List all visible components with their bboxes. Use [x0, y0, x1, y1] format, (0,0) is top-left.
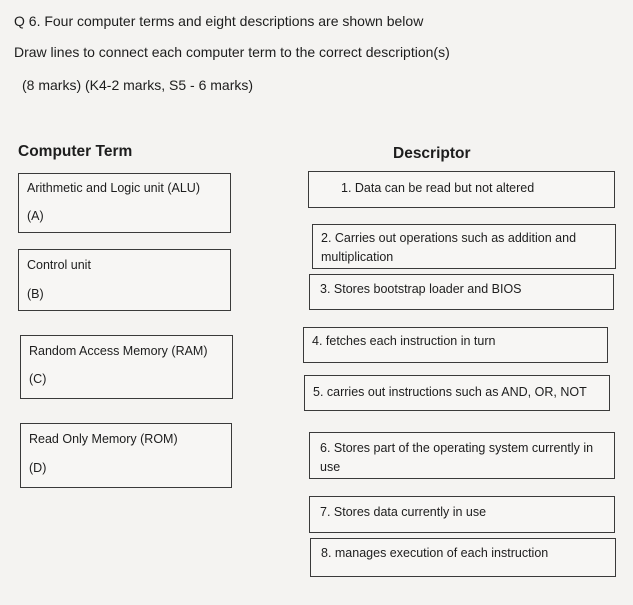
- term-name: Read Only Memory (ROM): [29, 432, 178, 446]
- term-code: (C): [29, 372, 47, 386]
- descriptor-box-8[interactable]: 8. manages execution of each instruction: [310, 538, 616, 577]
- descriptor-box-5[interactable]: 5. carries out instructions such as AND, OR, NOT: [304, 375, 610, 411]
- descriptor-box-3[interactable]: 3. Stores bootstrap loader and BIOS: [309, 274, 614, 310]
- descriptor-box-1[interactable]: 1. Data can be read but not altered: [308, 171, 615, 208]
- descriptor-box-7[interactable]: 7. Stores data currently in use: [309, 496, 615, 533]
- question-line-2: Draw lines to connect each computer term to the correct description(s): [14, 44, 450, 60]
- term-box-rom[interactable]: [20, 423, 232, 488]
- descriptor-box-4[interactable]: 4. fetches each instruction in turn: [303, 327, 608, 363]
- term-name: Random Access Memory (RAM): [29, 344, 208, 358]
- term-code: (A): [27, 209, 44, 223]
- question-marks: (8 marks) (K4-2 marks, S5 - 6 marks): [22, 77, 254, 93]
- descriptor-box-6[interactable]: 6. Stores part of the operating system currently in use: [309, 432, 615, 479]
- descriptor-box-2[interactable]: 2. Carries out operations such as addition and multiplication: [312, 224, 616, 269]
- question-line-1: Q 6. Four computer terms and eight descriptions are shown below: [14, 13, 424, 29]
- descriptor-heading: Descriptor: [393, 145, 471, 162]
- term-code: (B): [27, 287, 44, 301]
- term-name: Arithmetic and Logic unit (ALU): [27, 181, 200, 195]
- term-name: Control unit: [27, 258, 91, 272]
- term-box-alu[interactable]: [18, 173, 231, 233]
- term-box-ram[interactable]: [20, 335, 233, 399]
- computer-term-heading: Computer Term: [18, 143, 133, 160]
- term-box-control-unit[interactable]: [18, 249, 231, 311]
- term-code: (D): [29, 461, 47, 475]
